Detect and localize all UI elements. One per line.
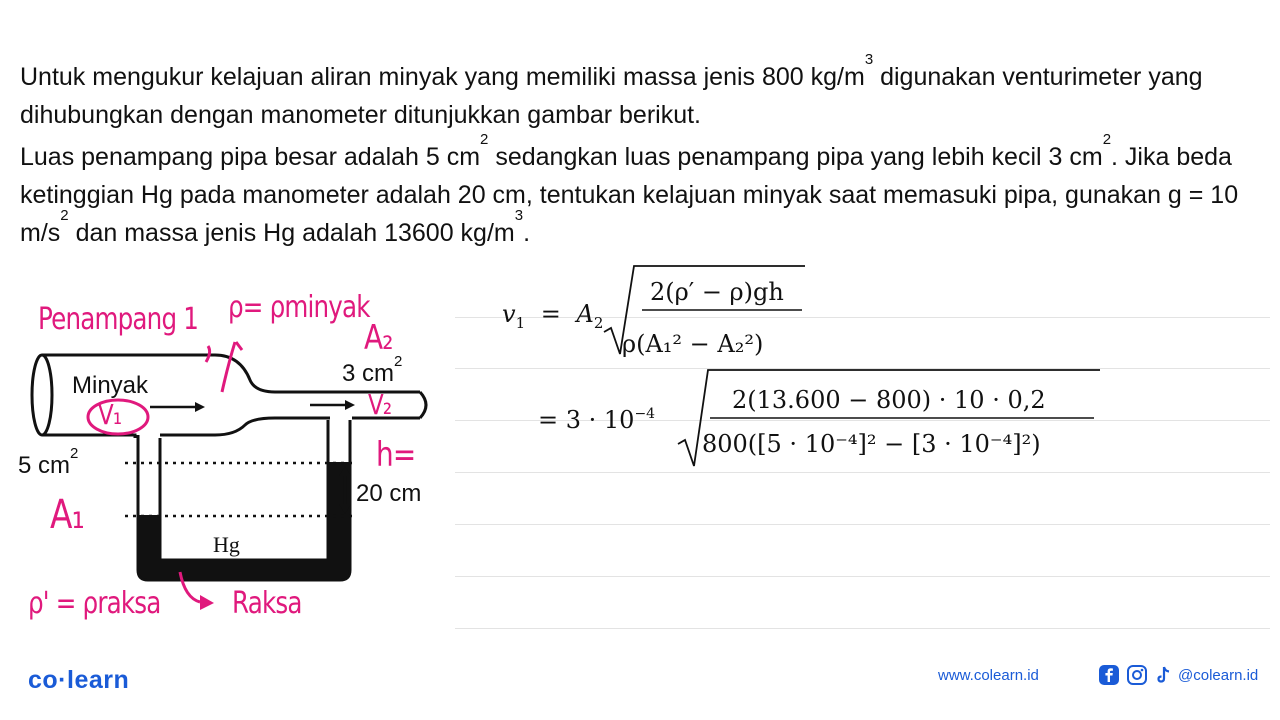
handwritten-v1: V₁ bbox=[98, 398, 122, 431]
label-area-small: 3 $cm^2$ bbox=[342, 353, 403, 387]
ruled-line bbox=[455, 524, 1270, 525]
label-height: 20 cm bbox=[356, 480, 422, 507]
label-hg: Hg bbox=[213, 532, 240, 557]
venturimeter-diagram bbox=[0, 280, 460, 650]
instagram-icon[interactable] bbox=[1126, 664, 1148, 686]
fraction-1-denominator: ρ(A₁² − A₂²) bbox=[622, 330, 764, 358]
problem-paragraph-2: Luas penampang pipa besar adalah 5 $cm^2$ sedangkan luas penampang pipa yang lebih kecil 3 $cm^2$. Jika beda ketinggian Hg pada manometer adalah 20 cm, tentukan kelajuan minyak saat memasuki pipa, gunakan g = 10 $m/s^2$ dan massa jenis Hg adalah 13600 $kg/m^3$. bbox=[20, 131, 1239, 247]
tiktok-icon[interactable] bbox=[1152, 664, 1174, 686]
handwritten-a2: A₂ bbox=[364, 318, 393, 358]
ruled-line bbox=[455, 628, 1270, 629]
social-handle[interactable]: @colearn.id bbox=[1178, 667, 1259, 684]
formula-line-2: = $3 \cdot 10^{-4}$ bbox=[538, 406, 656, 434]
ruled-line bbox=[455, 472, 1270, 473]
colearn-logo: co·learn bbox=[28, 666, 130, 694]
handwritten-penampang-1: Penampang 1 bbox=[38, 302, 199, 337]
handwritten-rho-raksa: ρ' = ρraksa bbox=[28, 586, 161, 621]
handwritten-v2: V₂ bbox=[368, 388, 392, 421]
handwritten-rho-minyak: ρ= ρminyak bbox=[228, 290, 370, 325]
website-link[interactable]: www.colearn.id bbox=[938, 667, 1039, 684]
facebook-icon[interactable] bbox=[1098, 664, 1120, 686]
ruled-line bbox=[455, 576, 1270, 577]
formula-line-1: $v_1 = A_2$ bbox=[502, 300, 604, 332]
handwritten-h: h= bbox=[376, 435, 416, 475]
label-area-large: 5 $cm^2$ bbox=[18, 445, 79, 479]
problem-text bbox=[20, 51, 1270, 256]
fraction-2-denominator: 800([5 · 10⁻⁴]² − [3 · 10⁻⁴]²) bbox=[702, 430, 1041, 458]
fraction-1-numerator: 2(ρ′ − ρ)gh bbox=[650, 278, 784, 306]
fraction-2-numerator: 2(13.600 − 800) · 10 · 0,2 bbox=[732, 386, 1046, 414]
label-minyak: Minyak bbox=[72, 372, 149, 399]
problem-paragraph-1: Untuk mengukur kelajuan aliran minyak yang memiliki massa jenis 800 $kg/m^3$ digunakan venturimeter yang dihubungkan dengan manometer ditunjukkan gambar berikut. bbox=[20, 51, 1203, 129]
handwritten-a1: A₁ bbox=[50, 492, 84, 538]
handwritten-raksa: Raksa bbox=[232, 586, 302, 621]
